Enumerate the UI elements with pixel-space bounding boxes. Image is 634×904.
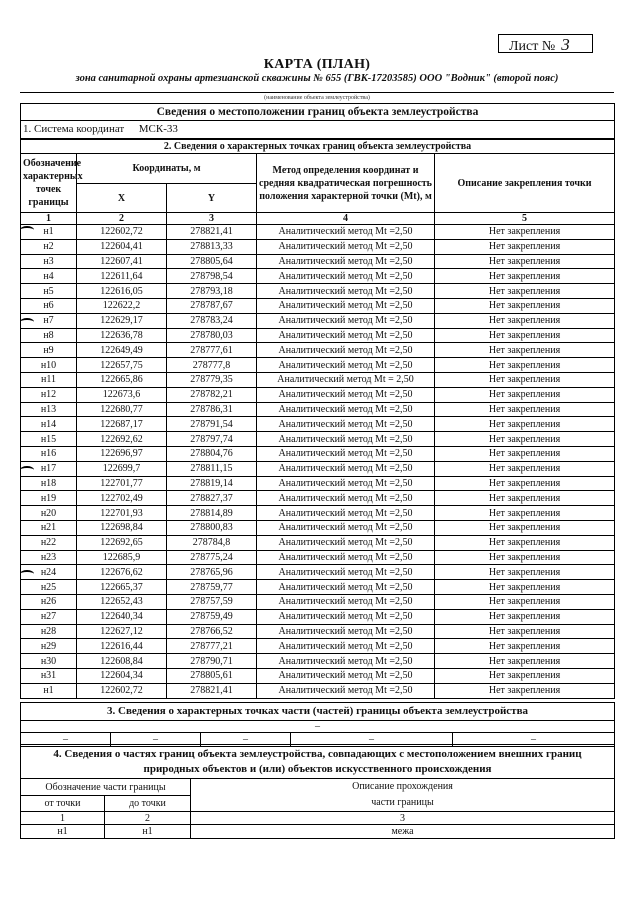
x-cell: 122673,6 [77, 387, 167, 402]
point-row [21, 284, 615, 299]
point-cell: н2 [21, 239, 77, 254]
header-designation: Обозначение части границы [21, 779, 191, 796]
pen-mark [20, 318, 34, 326]
y-cell: 278811,15 [167, 461, 257, 476]
desc-cell: Нет закрепления [435, 446, 615, 461]
point-row [21, 520, 615, 535]
desc-cell: Нет закрепления [435, 298, 615, 313]
point-row [21, 402, 615, 417]
point-row [21, 358, 615, 373]
desc-cell: Нет закрепления [435, 668, 615, 683]
x-cell: 122640,34 [77, 609, 167, 624]
desc-cell: Нет закрепления [435, 269, 615, 284]
x-cell: 122608,84 [77, 654, 167, 669]
point-cell: н5 [21, 284, 77, 299]
point-cell: н12 [21, 387, 77, 402]
point-row [21, 343, 615, 358]
method-cell: Аналитический метод Mt =2,50 [257, 565, 435, 580]
method-cell: Аналитический метод Mt =2,50 [257, 609, 435, 624]
x-cell: 122657,75 [77, 358, 167, 373]
point-row [21, 387, 615, 402]
x-cell: 122629,17 [77, 313, 167, 328]
y-cell: 278821,41 [167, 683, 257, 698]
method-cell: Аналитический метод Mt =2,50 [257, 343, 435, 358]
point-cell: н11 [21, 372, 77, 387]
y-cell: 278759,49 [167, 609, 257, 624]
section4-title: 4. Сведения о частях границ объекта землеустройства, совпадающих с местоположением внешних границ природных объектов и (или) объектов искусственного происхождения [21, 745, 615, 779]
point-cell: н28 [21, 624, 77, 639]
section-main-title: Сведения о местоположении границ объекта землеустройства [21, 104, 615, 121]
y-cell: 278777,61 [167, 343, 257, 358]
x-cell: 122702,49 [77, 491, 167, 506]
method-cell: Аналитический метод Mt =2,50 [257, 313, 435, 328]
point-cell: н30 [21, 654, 77, 669]
point-cell: н24 [21, 565, 77, 580]
method-cell: Аналитический метод Mt =2,50 [257, 358, 435, 373]
point-row [21, 491, 615, 506]
point-row [21, 432, 615, 447]
x-cell: 122685,9 [77, 550, 167, 565]
point-cell: н9 [21, 343, 77, 358]
point-row [21, 328, 615, 343]
point-row [21, 609, 615, 624]
point-cell: н1 [21, 683, 77, 698]
x-cell: 122680,77 [77, 402, 167, 417]
method-cell: Аналитический метод Mt =2,50 [257, 520, 435, 535]
point-row [21, 654, 615, 669]
y-cell: 278765,96 [167, 565, 257, 580]
method-cell: Аналитический метод Mt =2,50 [257, 654, 435, 669]
point-cell: н8 [21, 328, 77, 343]
header-x: X [77, 184, 167, 213]
object-name: зона санитарной охраны артезианской скважины № 655 (ГВК-17203585) ООО "Водник" (второй пояс) [75, 73, 559, 84]
header-description: Описание закрепления точки [435, 154, 615, 213]
y-cell: 278821,41 [167, 225, 257, 240]
y-cell: 278777,8 [167, 358, 257, 373]
method-cell: Аналитический метод Mt =2,50 [257, 550, 435, 565]
method-cell: Аналитический метод Mt =2,50 [257, 476, 435, 491]
method-cell: Аналитический метод Mt =2,50 [257, 580, 435, 595]
point-row [21, 550, 615, 565]
point-cell: н22 [21, 535, 77, 550]
x-cell: 122604,41 [77, 239, 167, 254]
section3-cell: – [201, 733, 291, 747]
x-cell: 122665,37 [77, 580, 167, 595]
point-cell: н29 [21, 639, 77, 654]
x-cell: 122627,12 [77, 624, 167, 639]
desc-cell: Нет закрепления [435, 491, 615, 506]
s4-col-num-2: 2 [105, 812, 191, 825]
x-cell: 122698,84 [77, 520, 167, 535]
y-cell: 278800,83 [167, 520, 257, 535]
point-cell: н17 [21, 461, 77, 476]
desc-cell: Нет закрепления [435, 683, 615, 698]
y-cell: 278819,14 [167, 476, 257, 491]
s4-col-num-1: 1 [21, 812, 105, 825]
point-cell: н26 [21, 594, 77, 609]
desc-cell: Нет закрепления [435, 506, 615, 521]
method-cell: Аналитический метод Mt =2,50 [257, 328, 435, 343]
method-cell: Аналитический метод Mt =2,50 [257, 254, 435, 269]
method-cell: Аналитический метод Mt =2,50 [257, 432, 435, 447]
method-cell: Аналитический метод Mt = 2,50 [257, 372, 435, 387]
method-cell: Аналитический метод Mt =2,50 [257, 225, 435, 240]
desc-cell: Нет закрепления [435, 239, 615, 254]
desc-cell: Нет закрепления [435, 594, 615, 609]
desc-cell: Нет закрепления [435, 313, 615, 328]
method-cell: Аналитический метод Mt =2,50 [257, 461, 435, 476]
point-cell: н16 [21, 446, 77, 461]
y-cell: 278757,59 [167, 594, 257, 609]
desc-cell: Нет закрепления [435, 565, 615, 580]
y-cell: 278814,89 [167, 506, 257, 521]
coord-system-value: МСК-33 [138, 123, 178, 135]
y-cell: 278805,61 [167, 668, 257, 683]
point-row [21, 269, 615, 284]
desc-cell: Нет закрепления [435, 609, 615, 624]
section3-dash: – [315, 721, 321, 732]
point-row [21, 506, 615, 521]
section3-cell: – [21, 733, 111, 747]
desc-cell: Нет закрепления [435, 358, 615, 373]
document-title: КАРТА (ПЛАН) [263, 57, 371, 72]
point-row [21, 624, 615, 639]
point-cell: н3 [21, 254, 77, 269]
y-cell: 278791,54 [167, 417, 257, 432]
boundary-points-table [20, 139, 615, 699]
header-from: от точки [21, 796, 105, 812]
y-cell: 278790,71 [167, 654, 257, 669]
point-cell: н4 [21, 269, 77, 284]
x-cell: 122665,86 [77, 372, 167, 387]
point-row [21, 594, 615, 609]
section3-empty-row [21, 721, 615, 733]
s4-from-cell: н1 [21, 825, 105, 839]
method-cell: Аналитический метод Mt =2,50 [257, 668, 435, 683]
point-cell: н19 [21, 491, 77, 506]
point-row [21, 476, 615, 491]
x-cell: 122611,64 [77, 269, 167, 284]
desc-cell: Нет закрепления [435, 372, 615, 387]
s4-col-num-3: 3 [191, 812, 615, 825]
desc-cell: Нет закрепления [435, 639, 615, 654]
x-cell: 122636,78 [77, 328, 167, 343]
col-num-3: 3 [167, 213, 257, 225]
desc-cell: Нет закрепления [435, 417, 615, 432]
header-method: Метод определения координат и средняя квадратическая погрешность положения характерной точки (Mt), м [257, 154, 435, 213]
point-cell: н7 [21, 313, 77, 328]
object-caption: (наименование объекта землеустройства) [264, 95, 370, 101]
x-cell: 122676,62 [77, 565, 167, 580]
header-point: Обозначение характерных точек границы [21, 154, 77, 213]
point-row [21, 298, 615, 313]
desc-cell: Нет закрепления [435, 343, 615, 358]
desc-cell: Нет закрепления [435, 476, 615, 491]
x-cell: 122602,72 [77, 683, 167, 698]
point-row [21, 239, 615, 254]
sheet-number: 3 [561, 35, 570, 54]
section3-title: 3. Сведения о характерных точках части (частей) границы объекта землеустройства [21, 703, 615, 721]
x-cell: 122692,62 [77, 432, 167, 447]
method-cell: Аналитический метод Mt =2,50 [257, 624, 435, 639]
x-cell: 122604,34 [77, 668, 167, 683]
desc-cell: Нет закрепления [435, 550, 615, 565]
y-cell: 278793,18 [167, 284, 257, 299]
y-cell: 278784,8 [167, 535, 257, 550]
y-cell: 278783,24 [167, 313, 257, 328]
method-cell: Аналитический метод Mt =2,50 [257, 402, 435, 417]
point-cell: н1 [21, 225, 77, 240]
y-cell: 278805,64 [167, 254, 257, 269]
point-row [21, 580, 615, 595]
point-cell: н27 [21, 609, 77, 624]
y-cell: 278798,54 [167, 269, 257, 284]
point-row [21, 565, 615, 580]
desc-cell: Нет закрепления [435, 328, 615, 343]
desc-cell: Нет закрепления [435, 387, 615, 402]
y-cell: 278782,21 [167, 387, 257, 402]
pen-mark [20, 570, 34, 578]
desc-cell: Нет закрепления [435, 284, 615, 299]
point-cell: н21 [21, 520, 77, 535]
method-cell: Аналитический метод Mt =2,50 [257, 298, 435, 313]
desc-cell: Нет закрепления [435, 461, 615, 476]
s4-desc-cell: межа [191, 825, 615, 839]
section3-table [20, 702, 615, 747]
desc-cell: Нет закрепления [435, 432, 615, 447]
y-cell: 278780,03 [167, 328, 257, 343]
y-cell: 278777,21 [167, 639, 257, 654]
point-row [21, 225, 615, 240]
point-cell: н20 [21, 506, 77, 521]
point-row [21, 313, 615, 328]
point-cell: н6 [21, 298, 77, 313]
header-y: Y [167, 184, 257, 213]
point-cell: н15 [21, 432, 77, 447]
x-cell: 122699,7 [77, 461, 167, 476]
method-cell: Аналитический метод Mt =2,50 [257, 284, 435, 299]
point-cell: н10 [21, 358, 77, 373]
desc-cell: Нет закрепления [435, 654, 615, 669]
main-section-table [20, 103, 615, 139]
desc-cell: Нет закрепления [435, 580, 615, 595]
x-cell: 122696,97 [77, 446, 167, 461]
point-cell: н14 [21, 417, 77, 432]
x-cell: 122607,41 [77, 254, 167, 269]
coord-system-row [21, 121, 615, 139]
method-cell: Аналитический метод Mt =2,50 [257, 491, 435, 506]
x-cell: 122602,72 [77, 225, 167, 240]
col-num-4: 4 [257, 213, 435, 225]
x-cell: 122616,44 [77, 639, 167, 654]
desc-cell: Нет закрепления [435, 535, 615, 550]
method-cell: Аналитический метод Mt =2,50 [257, 639, 435, 654]
desc-cell: Нет закрепления [435, 225, 615, 240]
y-cell: 278766,52 [167, 624, 257, 639]
point-cell: н25 [21, 580, 77, 595]
header-coords: Координаты, м [77, 154, 257, 184]
point-row [21, 254, 615, 269]
point-row [21, 535, 615, 550]
method-cell: Аналитический метод Mt =2,50 [257, 535, 435, 550]
pen-mark [20, 226, 34, 234]
method-cell: Аналитический метод Mt =2,50 [257, 506, 435, 521]
point-row [21, 461, 615, 476]
coord-system-label: 1. Система координат [23, 123, 125, 135]
x-cell: 122701,93 [77, 506, 167, 521]
s4-to-cell: н1 [105, 825, 191, 839]
pen-mark [20, 466, 34, 474]
y-cell: 278759,77 [167, 580, 257, 595]
point-row [21, 372, 615, 387]
point-row [21, 639, 615, 654]
section3-cell: – [111, 733, 201, 747]
method-cell: Аналитический метод Mt =2,50 [257, 594, 435, 609]
desc-cell: Нет закрепления [435, 402, 615, 417]
point-row [21, 446, 615, 461]
title-underline [20, 92, 614, 93]
x-cell: 122687,17 [77, 417, 167, 432]
point-cell: н31 [21, 668, 77, 683]
method-cell: Аналитический метод Mt =2,50 [257, 239, 435, 254]
method-cell: Аналитический метод Mt =2,50 [257, 387, 435, 402]
method-cell: Аналитический метод Mt =2,50 [257, 683, 435, 698]
header-to: до точки [105, 796, 191, 812]
y-cell: 278813,33 [167, 239, 257, 254]
desc-cell: Нет закрепления [435, 624, 615, 639]
point-cell: н18 [21, 476, 77, 491]
x-cell: 122649,49 [77, 343, 167, 358]
y-cell: 278775,24 [167, 550, 257, 565]
point-row [21, 683, 615, 698]
points-body [21, 225, 615, 699]
section4-table [20, 744, 615, 839]
method-cell: Аналитический метод Mt =2,50 [257, 269, 435, 284]
x-cell: 122652,43 [77, 594, 167, 609]
desc-cell: Нет закрепления [435, 254, 615, 269]
desc-cell: Нет закрепления [435, 520, 615, 535]
section3-cell: – [453, 733, 615, 747]
x-cell: 122692,65 [77, 535, 167, 550]
col-num-5: 5 [435, 213, 615, 225]
x-cell: 122622,2 [77, 298, 167, 313]
y-cell: 278797,74 [167, 432, 257, 447]
method-cell: Аналитический метод Mt =2,50 [257, 417, 435, 432]
col-num-2: 2 [77, 213, 167, 225]
col-num-1: 1 [21, 213, 77, 225]
y-cell: 278804,76 [167, 446, 257, 461]
y-cell: 278786,31 [167, 402, 257, 417]
section3-cell: – [291, 733, 453, 747]
header-passage: Описание прохождения части границы [191, 779, 615, 812]
sheet-label: Лист № [509, 39, 556, 54]
y-cell: 278827,37 [167, 491, 257, 506]
x-cell: 122616,05 [77, 284, 167, 299]
point-cell: н23 [21, 550, 77, 565]
point-row [21, 417, 615, 432]
method-cell: Аналитический метод Mt =2,50 [257, 446, 435, 461]
y-cell: 278787,67 [167, 298, 257, 313]
point-cell: н13 [21, 402, 77, 417]
x-cell: 122701,77 [77, 476, 167, 491]
section2-title: 2. Сведения о характерных точках границ объекта землеустройства [21, 140, 615, 154]
point-row [21, 668, 615, 683]
sheet-number-box [498, 34, 593, 53]
y-cell: 278779,35 [167, 372, 257, 387]
